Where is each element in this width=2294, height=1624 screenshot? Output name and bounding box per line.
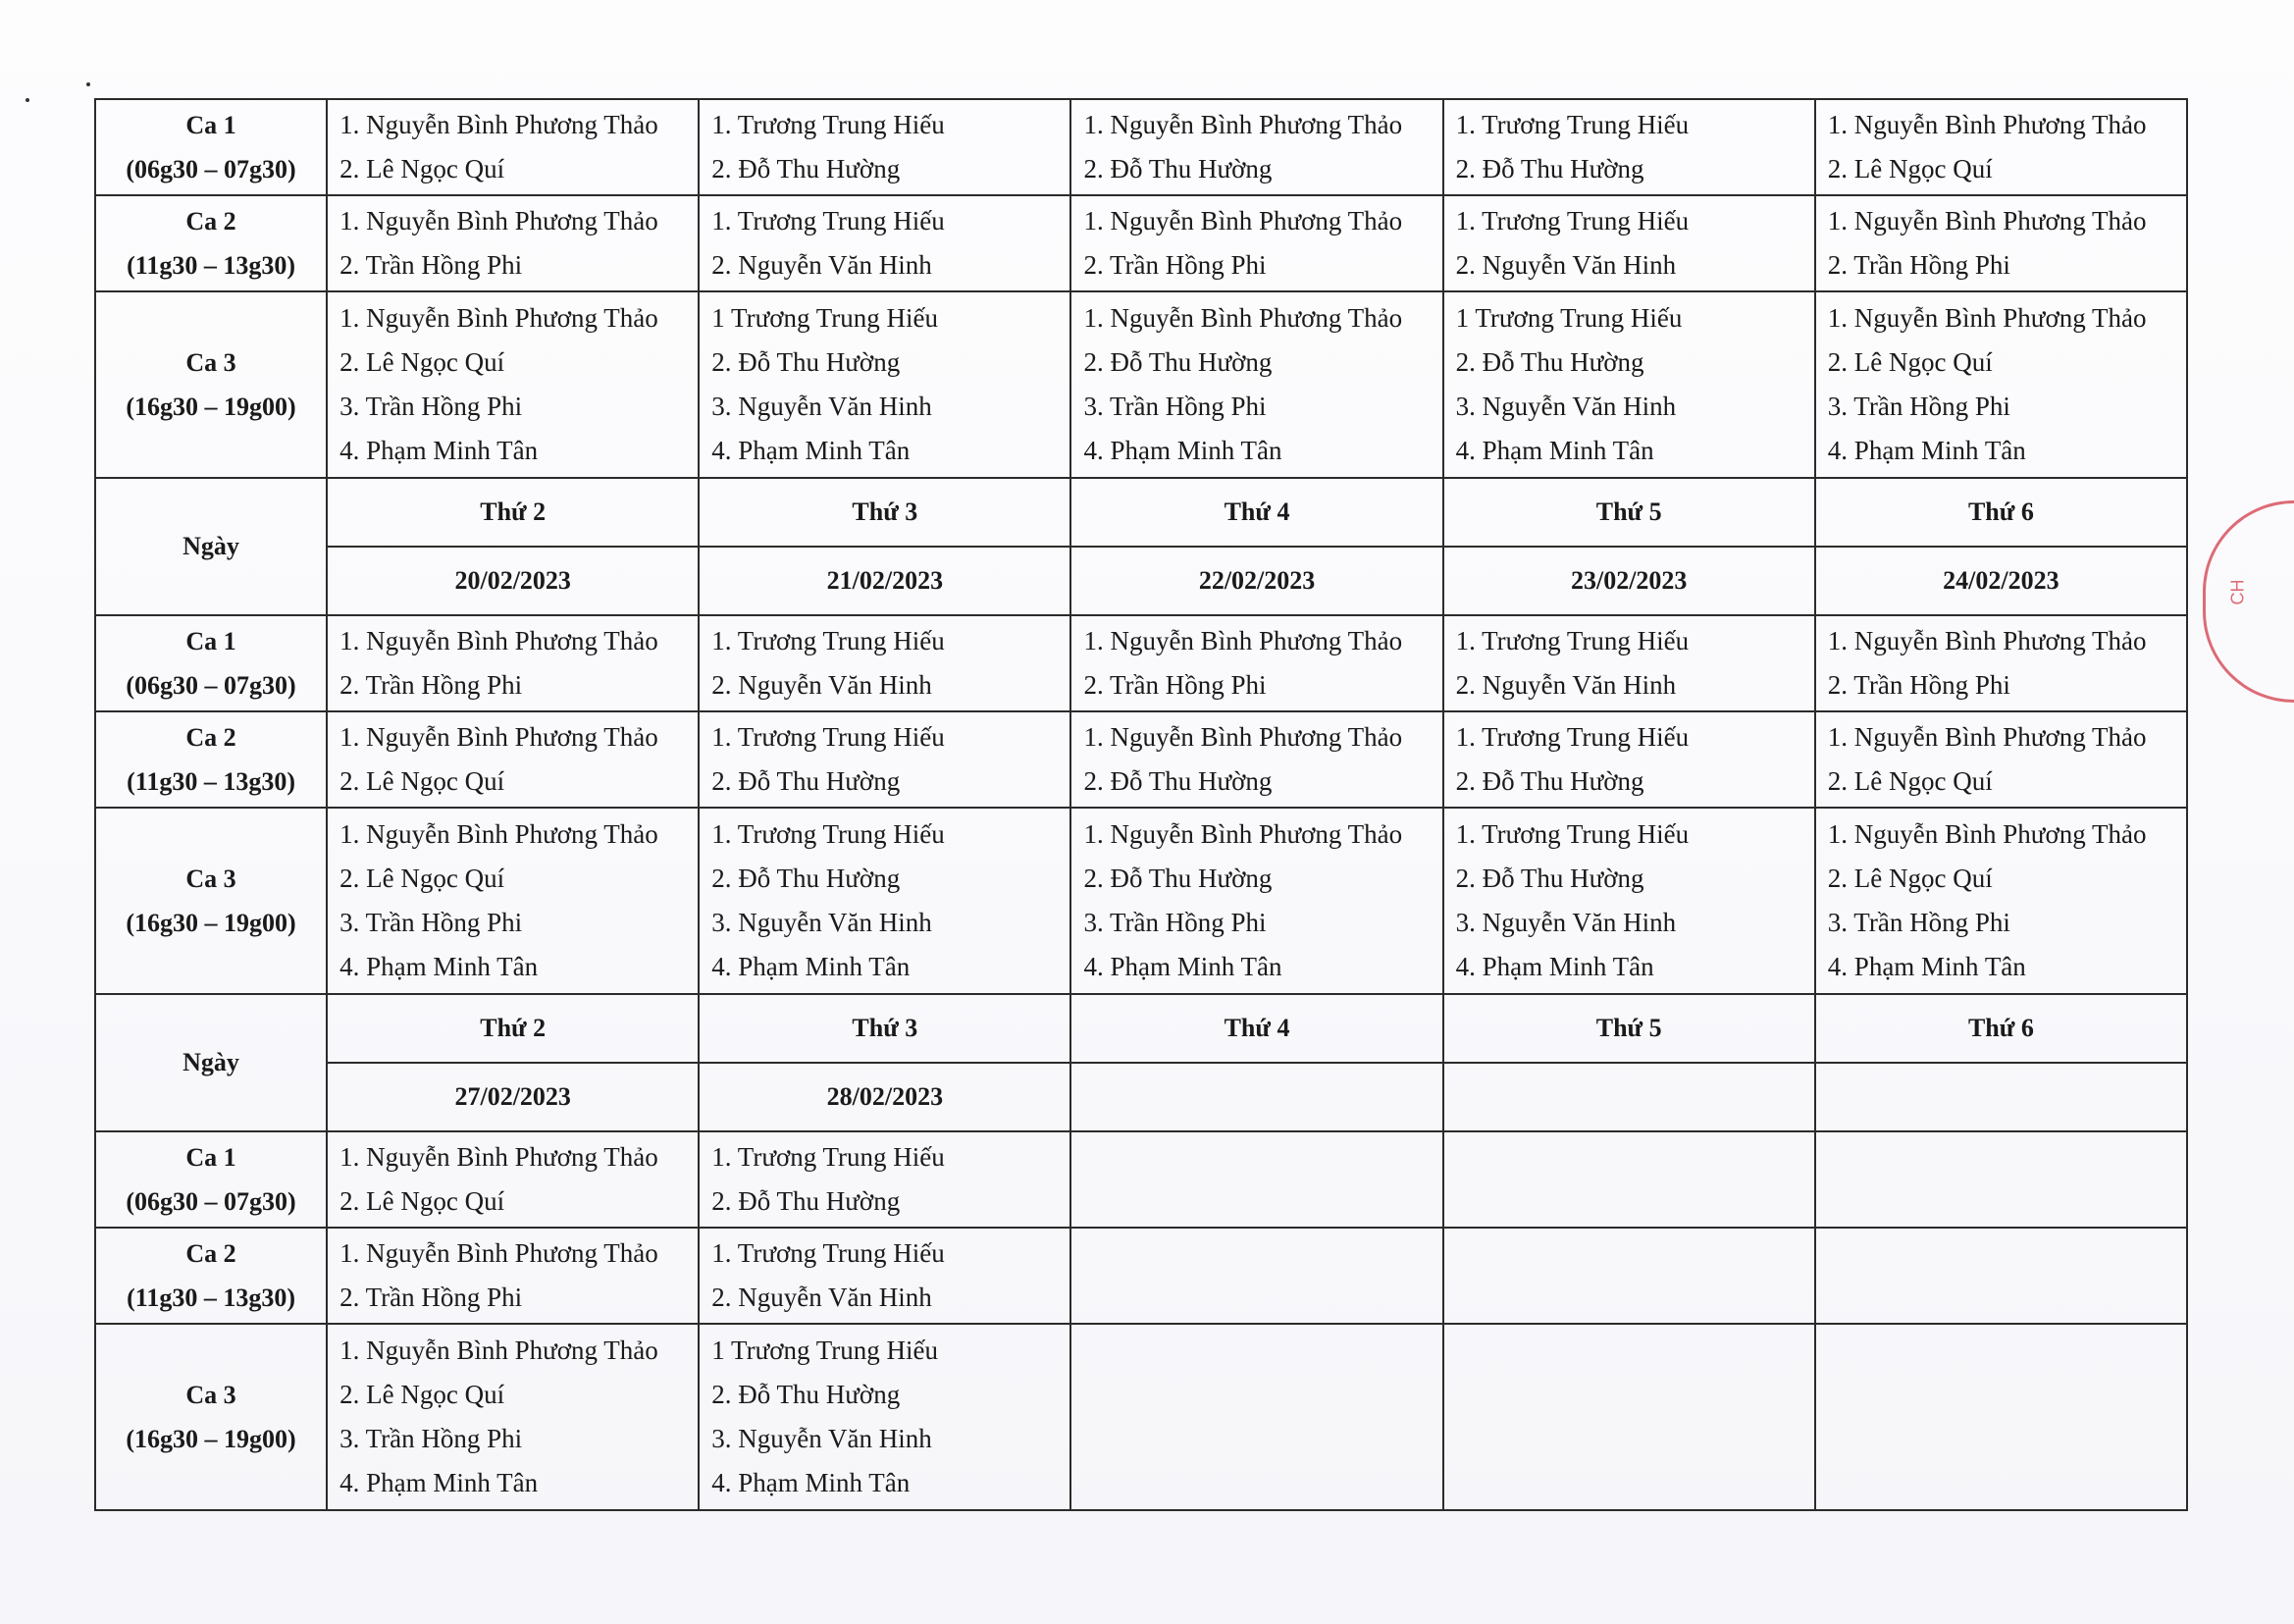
staff-name: 3. Nguyễn Văn Hinh <box>1455 908 1677 937</box>
shift-label-cell <box>95 1131 327 1228</box>
shift-row <box>95 195 2187 291</box>
duty-staff-cell <box>1070 291 1442 478</box>
staff-name: 1. Nguyễn Bình Phương Thảo <box>339 1238 658 1268</box>
staff-name: 2. Đỗ Thu Hường <box>711 864 901 893</box>
shift-name: Ca 3 <box>185 864 236 893</box>
staff-name: 1. Nguyễn Bình Phương Thảo <box>339 1142 658 1172</box>
duty-staff-cell <box>1443 99 1815 195</box>
staff-name: 2. Lê Ngọc Quí <box>1827 347 1993 377</box>
staff-name: 2. Đỗ Thu Hường <box>1083 154 1273 183</box>
staff-name: 4. Phạm Minh Tân <box>711 952 911 981</box>
duty-staff-cell <box>1443 615 1815 711</box>
staff-name: 2. Trần Hồng Phi <box>1827 670 2010 700</box>
staff-name: 2. Trần Hồng Phi <box>1827 250 2010 280</box>
duty-schedule-table <box>94 98 2188 1511</box>
staff-name: 1. Nguyễn Bình Phương Thảo <box>339 722 658 752</box>
duty-staff-cell <box>1815 99 2187 195</box>
shift-name: Ca 1 <box>185 1143 236 1172</box>
staff-name: 1. Nguyễn Bình Phương Thảo <box>339 1336 658 1365</box>
date-header: 24/02/2023 <box>1815 547 2187 615</box>
duty-staff-cell <box>1443 1228 1815 1324</box>
shift-time: (16g30 – 19g00) <box>126 1425 296 1453</box>
staff-name: 1. Trương Trung Hiếu <box>1455 722 1690 752</box>
staff-name: 4. Phạm Minh Tân <box>1827 952 2026 981</box>
shift-time: (16g30 – 19g00) <box>126 393 296 421</box>
staff-name: 1 Trương Trung Hiếu <box>711 303 939 333</box>
duty-staff-cell <box>699 1324 1070 1510</box>
staff-name: 2. Lê Ngọc Quí <box>339 766 505 796</box>
duty-staff-cell <box>699 808 1070 994</box>
staff-name: 4. Phạm Minh Tân <box>1455 952 1654 981</box>
duty-staff-cell <box>327 615 699 711</box>
staff-name: 2. Lê Ngọc Quí <box>339 154 505 183</box>
staff-name: 2. Nguyễn Văn Hinh <box>711 670 932 700</box>
staff-name: 1. Trương Trung Hiếu <box>1455 110 1690 139</box>
shift-label-cell <box>95 195 327 291</box>
shift-label-cell <box>95 1324 327 1510</box>
staff-name: 3. Trần Hồng Phi <box>1827 392 2010 421</box>
date-header <box>1070 1063 1442 1131</box>
staff-name: 4. Phạm Minh Tân <box>339 1468 539 1497</box>
staff-name: 4. Phạm Minh Tân <box>1083 952 1282 981</box>
duty-staff-cell <box>327 99 699 195</box>
duty-staff-cell <box>699 711 1070 808</box>
duty-staff-cell <box>1815 1228 2187 1324</box>
duty-staff-cell <box>1443 195 1815 291</box>
date-label-cell: Ngày <box>95 994 327 1131</box>
shift-label-cell <box>95 1228 327 1324</box>
duty-staff-cell <box>327 808 699 994</box>
staff-name: 1. Nguyễn Bình Phương Thảo <box>1827 722 2147 752</box>
weekday-header: Thứ 3 <box>699 994 1070 1063</box>
week-dates-row <box>95 547 2187 615</box>
shift-time: (06g30 – 07g30) <box>126 155 296 183</box>
staff-name: 4. Phạm Minh Tân <box>1455 436 1654 465</box>
staff-name: 2. Đỗ Thu Hường <box>1455 347 1644 377</box>
staff-name: 1. Trương Trung Hiếu <box>711 626 945 655</box>
duty-staff-cell <box>699 291 1070 478</box>
staff-name: 2. Đỗ Thu Hường <box>1083 864 1273 893</box>
staff-name: 3. Nguyễn Văn Hinh <box>711 908 932 937</box>
staff-name: 1 Trương Trung Hiếu <box>1455 303 1683 333</box>
shift-label-cell <box>95 99 327 195</box>
duty-staff-cell <box>1815 1324 2187 1510</box>
shift-name: Ca 2 <box>185 207 236 236</box>
duty-staff-cell <box>1815 615 2187 711</box>
duty-staff-cell <box>1443 1131 1815 1228</box>
staff-name: 1. Nguyễn Bình Phương Thảo <box>1083 626 1403 655</box>
staff-name: 2. Đỗ Thu Hường <box>1455 154 1644 183</box>
shift-row <box>95 99 2187 195</box>
staff-name: 1. Nguyễn Bình Phương Thảo <box>339 206 658 236</box>
staff-name: 4. Phạm Minh Tân <box>711 436 911 465</box>
staff-name: 1. Trương Trung Hiếu <box>1455 626 1690 655</box>
shift-row <box>95 1324 2187 1510</box>
staff-name: 1. Nguyễn Bình Phương Thảo <box>1083 722 1403 752</box>
shift-time: (06g30 – 07g30) <box>126 1187 296 1216</box>
staff-name: 1. Nguyễn Bình Phương Thảo <box>339 303 658 333</box>
staff-name: 2. Đỗ Thu Hường <box>711 347 901 377</box>
duty-staff-cell <box>1070 1228 1442 1324</box>
shift-row <box>95 711 2187 808</box>
staff-name: 1. Nguyễn Bình Phương Thảo <box>1083 303 1403 333</box>
duty-staff-cell <box>699 99 1070 195</box>
staff-name: 2. Đỗ Thu Hường <box>1455 766 1644 796</box>
scan-speck <box>86 82 90 86</box>
duty-staff-cell <box>327 1131 699 1228</box>
staff-name: 2. Đỗ Thu Hường <box>711 1380 901 1409</box>
duty-staff-cell <box>1070 1324 1442 1510</box>
staff-name: 1. Trương Trung Hiếu <box>711 819 945 849</box>
staff-name: 2. Lê Ngọc Quí <box>1827 154 1993 183</box>
duty-staff-cell <box>1443 711 1815 808</box>
shift-time: (11g30 – 13g30) <box>127 1283 295 1312</box>
shift-time: (11g30 – 13g30) <box>127 251 295 280</box>
staff-name: 2. Trần Hồng Phi <box>1083 250 1267 280</box>
shift-name: Ca 2 <box>185 723 236 752</box>
duty-staff-cell <box>699 1131 1070 1228</box>
date-header: 22/02/2023 <box>1070 547 1442 615</box>
staff-name: 3. Nguyễn Văn Hinh <box>1455 392 1677 421</box>
duty-staff-cell <box>1815 711 2187 808</box>
weekday-header: Thứ 4 <box>1070 994 1442 1063</box>
staff-name: 3. Trần Hồng Phi <box>1083 908 1267 937</box>
weekday-header: Thứ 4 <box>1070 478 1442 547</box>
weekday-header: Thứ 6 <box>1815 478 2187 547</box>
staff-name: 2. Đỗ Thu Hường <box>711 154 901 183</box>
staff-name: 1. Nguyễn Bình Phương Thảo <box>1083 819 1403 849</box>
staff-name: 1. Nguyễn Bình Phương Thảo <box>339 819 658 849</box>
duty-staff-cell <box>1070 615 1442 711</box>
weekday-header: Thứ 5 <box>1443 994 1815 1063</box>
staff-name: 2. Nguyễn Văn Hinh <box>711 1283 932 1312</box>
duty-staff-cell <box>1815 1131 2187 1228</box>
date-header: 21/02/2023 <box>699 547 1070 615</box>
staff-name: 2. Đỗ Thu Hường <box>711 766 901 796</box>
staff-name: 4. Phạm Minh Tân <box>1827 436 2026 465</box>
staff-name: 1 Trương Trung Hiếu <box>711 1336 939 1365</box>
duty-staff-cell <box>1443 808 1815 994</box>
staff-name: 2. Lê Ngọc Quí <box>339 864 505 893</box>
staff-name: 2. Đỗ Thu Hường <box>1083 766 1273 796</box>
staff-name: 2. Lê Ngọc Quí <box>339 347 505 377</box>
week-header-row <box>95 994 2187 1063</box>
staff-name: 3. Trần Hồng Phi <box>1083 392 1267 421</box>
date-header <box>1815 1063 2187 1131</box>
staff-name: 1. Nguyễn Bình Phương Thảo <box>1083 110 1403 139</box>
staff-name: 4. Phạm Minh Tân <box>339 952 539 981</box>
duty-staff-cell <box>1815 808 2187 994</box>
week-dates-row <box>95 1063 2187 1131</box>
shift-name: Ca 3 <box>185 1381 236 1409</box>
duty-staff-cell <box>327 195 699 291</box>
staff-name: 1. Trương Trung Hiếu <box>711 1238 945 1268</box>
duty-staff-cell <box>327 1228 699 1324</box>
staff-name: 2. Đỗ Thu Hường <box>1083 347 1273 377</box>
weekday-header: Thứ 2 <box>327 994 699 1063</box>
week-header-row <box>95 478 2187 547</box>
staff-name: 2. Nguyễn Văn Hinh <box>1455 250 1677 280</box>
duty-staff-cell <box>1070 99 1442 195</box>
shift-time: (11g30 – 13g30) <box>127 767 295 796</box>
duty-staff-cell <box>1070 808 1442 994</box>
duty-staff-cell <box>1815 291 2187 478</box>
date-label-cell: Ngày <box>95 478 327 615</box>
shift-row <box>95 1228 2187 1324</box>
staff-name: 2. Trần Hồng Phi <box>1083 670 1267 700</box>
staff-name: 1. Trương Trung Hiếu <box>711 110 945 139</box>
weekday-header: Thứ 3 <box>699 478 1070 547</box>
shift-name: Ca 1 <box>185 111 236 139</box>
staff-name: 2. Lê Ngọc Quí <box>1827 864 1993 893</box>
scan-speck <box>26 98 29 102</box>
staff-name: 2. Trần Hồng Phi <box>339 250 523 280</box>
duty-staff-cell <box>327 711 699 808</box>
duty-staff-cell <box>327 1324 699 1510</box>
staff-name: 3. Nguyễn Văn Hinh <box>711 392 932 421</box>
duty-staff-cell <box>699 195 1070 291</box>
staff-name: 1. Nguyễn Bình Phương Thảo <box>1827 303 2147 333</box>
staff-name: 3. Trần Hồng Phi <box>339 908 523 937</box>
staff-name: 1. Nguyễn Bình Phương Thảo <box>1827 206 2147 236</box>
staff-name: 4. Phạm Minh Tân <box>711 1468 911 1497</box>
staff-name: 2. Lê Ngọc Quí <box>339 1380 505 1409</box>
staff-name: 1. Nguyễn Bình Phương Thảo <box>1827 819 2147 849</box>
staff-name: 1. Nguyễn Bình Phương Thảo <box>339 626 658 655</box>
staff-name: 2. Đỗ Thu Hường <box>711 1186 901 1216</box>
duty-staff-cell <box>699 1228 1070 1324</box>
staff-name: 1. Nguyễn Bình Phương Thảo <box>1827 626 2147 655</box>
shift-name: Ca 1 <box>185 627 236 655</box>
staff-name: 2. Lê Ngọc Quí <box>1827 766 1993 796</box>
shift-label-cell <box>95 291 327 478</box>
shift-row <box>95 1131 2187 1228</box>
shift-label-cell <box>95 615 327 711</box>
staff-name: 2. Trần Hồng Phi <box>339 1283 523 1312</box>
shift-label-cell <box>95 711 327 808</box>
staff-name: 1. Nguyễn Bình Phương Thảo <box>1827 110 2147 139</box>
duty-staff-cell <box>1443 291 1815 478</box>
staff-name: 1. Trương Trung Hiếu <box>711 722 945 752</box>
date-header: 28/02/2023 <box>699 1063 1070 1131</box>
staff-name: 1. Trương Trung Hiếu <box>711 1142 945 1172</box>
shift-row <box>95 615 2187 711</box>
shift-time: (16g30 – 19g00) <box>126 909 296 937</box>
staff-name: 3. Trần Hồng Phi <box>1827 908 2010 937</box>
staff-name: 1. Trương Trung Hiếu <box>1455 819 1690 849</box>
staff-name: 1. Trương Trung Hiếu <box>1455 206 1690 236</box>
staff-name: 4. Phạm Minh Tân <box>339 436 539 465</box>
staff-name: 2. Trần Hồng Phi <box>339 670 523 700</box>
staff-name: 3. Trần Hồng Phi <box>339 1424 523 1453</box>
staff-name: 2. Nguyễn Văn Hinh <box>1455 670 1677 700</box>
duty-staff-cell <box>1070 195 1442 291</box>
shift-name: Ca 3 <box>185 348 236 377</box>
duty-staff-cell <box>1070 1131 1442 1228</box>
shift-row <box>95 808 2187 994</box>
date-header <box>1443 1063 1815 1131</box>
staff-name: 2. Lê Ngọc Quí <box>339 1186 505 1216</box>
duty-staff-cell <box>1070 711 1442 808</box>
staff-name: 3. Nguyễn Văn Hinh <box>711 1424 932 1453</box>
date-header: 27/02/2023 <box>327 1063 699 1131</box>
shift-row <box>95 291 2187 478</box>
staff-name: 1. Nguyễn Bình Phương Thảo <box>339 110 658 139</box>
staff-name: 1. Trương Trung Hiếu <box>711 206 945 236</box>
staff-name: 2. Đỗ Thu Hường <box>1455 864 1644 893</box>
duty-staff-cell <box>1443 1324 1815 1510</box>
weekday-header: Thứ 6 <box>1815 994 2187 1063</box>
weekday-header: Thứ 2 <box>327 478 699 547</box>
date-header: 20/02/2023 <box>327 547 699 615</box>
date-header: 23/02/2023 <box>1443 547 1815 615</box>
shift-label-cell <box>95 808 327 994</box>
stamp-text: CH <box>2227 579 2248 605</box>
weekday-header: Thứ 5 <box>1443 478 1815 547</box>
shift-time: (06g30 – 07g30) <box>126 671 296 700</box>
duty-staff-cell <box>699 615 1070 711</box>
staff-name: 1. Nguyễn Bình Phương Thảo <box>1083 206 1403 236</box>
duty-staff-cell <box>1815 195 2187 291</box>
staff-name: 4. Phạm Minh Tân <box>1083 436 1282 465</box>
duty-staff-cell <box>327 291 699 478</box>
staff-name: 3. Trần Hồng Phi <box>339 392 523 421</box>
staff-name: 2. Nguyễn Văn Hinh <box>711 250 932 280</box>
shift-name: Ca 2 <box>185 1239 236 1268</box>
